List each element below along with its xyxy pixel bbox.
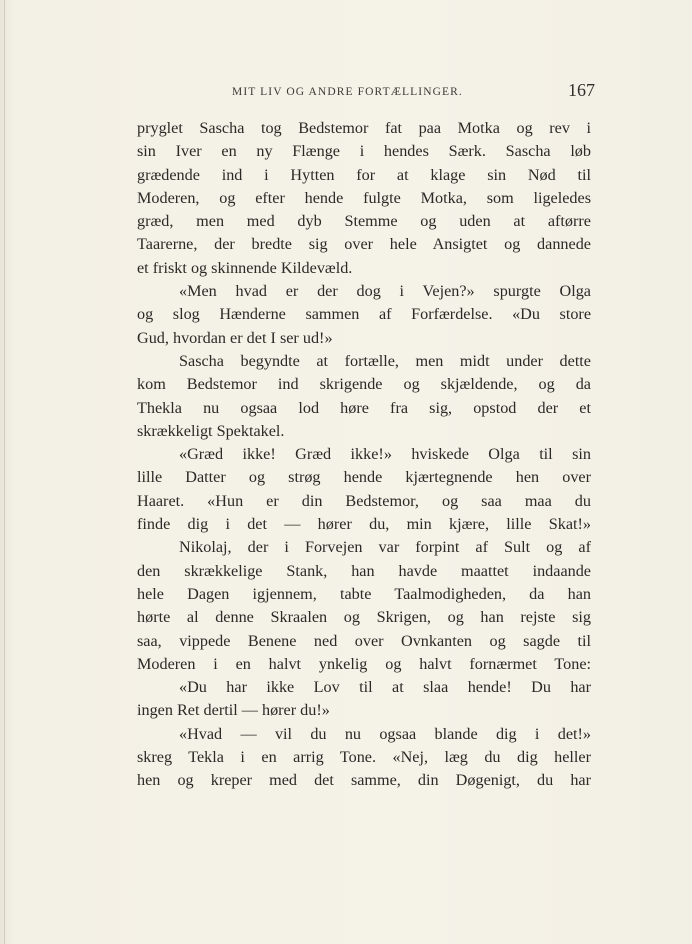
running-head: MIT LIV OG ANDRE FORTÆLLINGER. (232, 86, 463, 98)
text-line: Gud, hvordan er det I ser ud!» (137, 328, 333, 347)
text-line: den skrækkelige Stank, han havde maattet indaande (137, 561, 591, 580)
text-line: Sascha begyndte at fortælle, men midt under dette (179, 351, 591, 370)
text-line: Thekla nu ogsaa lod høre fra sig, opstod der et (137, 398, 591, 417)
text-line: Nikolaj, der i Forvejen var forpint af Sult og af (179, 538, 591, 557)
page-header (137, 80, 597, 104)
text-line: «Du har ikke Lov til at slaa hende! Du har (179, 678, 591, 697)
text-line: græd, men med dyb Stemme og uden at aftørre (137, 212, 591, 231)
text-line: saa, vippede Benene ned over Ovnkanten og sagde til (137, 631, 591, 650)
text-line: hørte al denne Skraalen og Skrigen, og han rejste sig (137, 608, 591, 627)
text-line: og slog Hænderne sammen af Forfærdelse. «Du store (137, 305, 591, 324)
page-edge-line (4, 0, 5, 944)
text-line: «Hvad — vil du nu ogsaa blande dig i det!» (179, 724, 591, 743)
page-number: 167 (568, 80, 595, 100)
text-line: sin Iver en ny Flænge i hendes Særk. Sascha løb (137, 142, 591, 161)
text-line: hen og kreper med det samme, din Døgenigt, du har (137, 771, 591, 790)
text-line: hele Dagen igjennem, tabte Taalmodigheden, da han (137, 584, 591, 603)
text-line: «Græd ikke! Græd ikke!» hviskede Olga til sin (179, 445, 591, 464)
text-line: Haaret. «Hun er din Bedstemor, og saa maa du (137, 491, 591, 510)
text-line: et friskt og skinnende Kildevæld. (137, 258, 353, 277)
text-line: skrækkeligt Spektakel. (137, 421, 285, 440)
text-line: ingen Ret dertil — hører du!» (137, 701, 330, 720)
text-line: Moderen i en halvt ynkelig og halvt fornærmet Tone: (137, 654, 591, 673)
text-line: finde dig i det — hører du, min kjære, lille Skat!» (137, 515, 591, 534)
body-text (137, 117, 591, 793)
text-line: skreg Tekla i en arrig Tone. «Nej, læg du dig heller (137, 748, 591, 767)
text-line: Taarerne, der bredte sig over hele Ansigtet og dannede (137, 235, 591, 254)
text-line: «Men hvad er der dog i Vejen?» spurgte Olga (179, 282, 591, 301)
text-line: Moderen, og efter hende fulgte Motka, som ligeledes (137, 188, 591, 207)
text-line: kom Bedstemor ind skrigende og skjældende, og da (137, 375, 591, 394)
text-line: lille Datter og strøg hende kjærtegnende hen over (137, 468, 591, 487)
text-line: grædende ind i Hytten for at klage sin Nød til (137, 165, 591, 184)
text-line: pryglet Sascha tog Bedstemor fat paa Motka og rev i (137, 119, 591, 137)
